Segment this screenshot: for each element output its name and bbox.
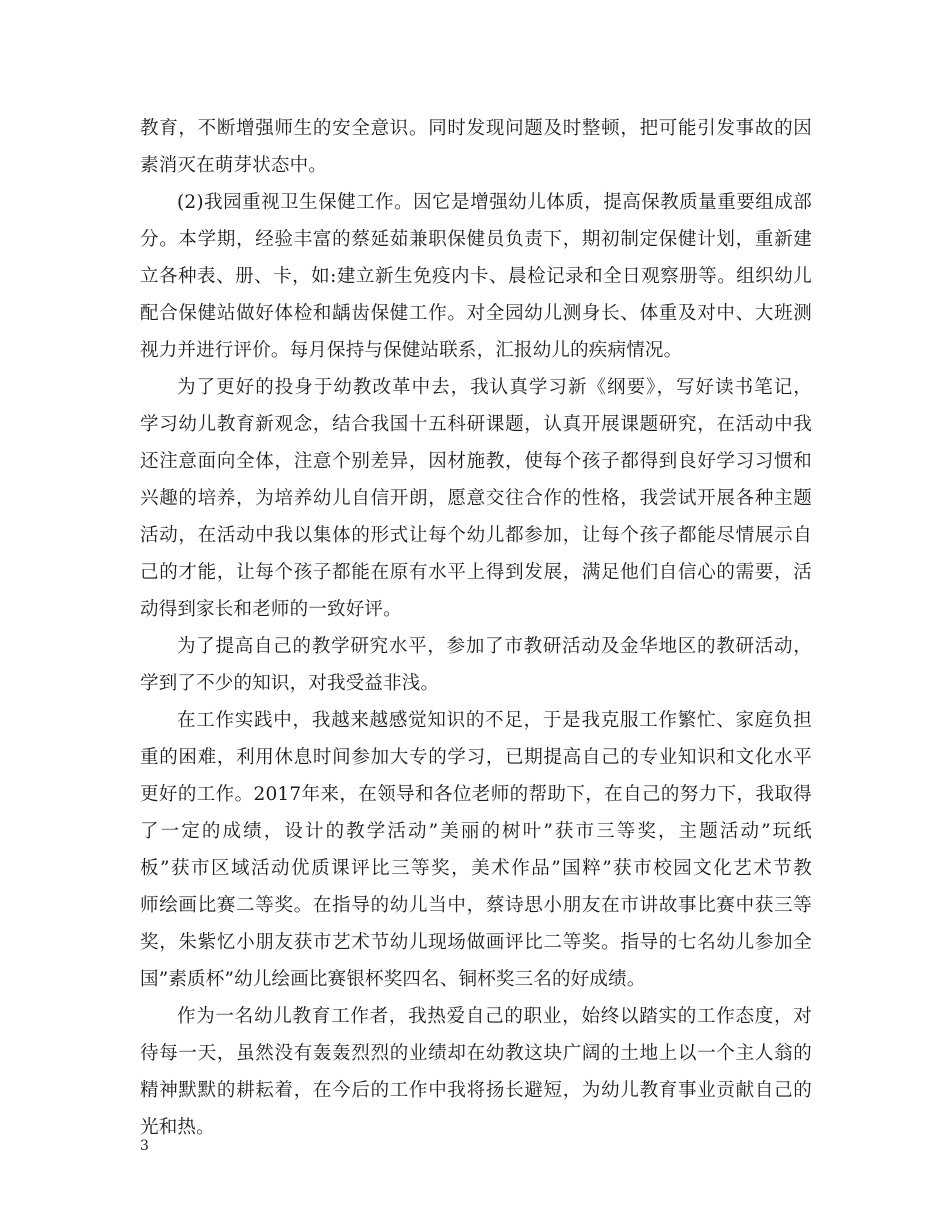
text-line: 国”素质杯”幼儿绘画比赛银杯奖四名、铜杯奖三名的好成绩。 (140, 969, 646, 990)
page-number: 3 (140, 1138, 149, 1154)
text-line: 奖，朱紫忆小朋友获市艺术节幼儿现场做画评比二等奖。指导的七名幼儿参加全 (140, 932, 812, 953)
text-line: 活动，在活动中我以集体的形式让每个幼儿都参加，让每个孩子都能尽情展示自 (140, 525, 812, 546)
document-body (140, 110, 812, 1146)
text-line: 精神默默的耕耘着，在今后的工作中我将扬长避短，为幼儿教育事业贡献自己的 (140, 1080, 812, 1101)
text-line: 为了提高自己的教学研究水平，参加了市教研活动及金华地区的教研活动， (177, 636, 812, 657)
text-line: 素消灭在萌芽状态中。 (140, 155, 328, 176)
text-line: 学习幼儿教育新观念，结合我国十五科研课题，认真开展课题研究，在活动中我 (140, 414, 812, 435)
text-line: 光和热。 (140, 1117, 215, 1138)
text-line: 在工作实践中，我越来越感觉知识的不足，于是我克服工作繁忙、家庭负担 (177, 710, 812, 731)
text-line: 还注意面向全体，注意个别差异，因材施教，使每个孩子都得到良好学习习惯和 (140, 451, 812, 472)
text-line: 重的困难，利用休息时间参加大专的学习，已期提高自己的专业知识和文化水平 (140, 747, 812, 768)
text-line: 待每一天，虽然没有轰轰烈烈的业绩却在幼教这块广阔的土地上以一个主人翁的 (140, 1043, 812, 1064)
text-line: 板”获市区域活动优质课评比三等奖，美术作品”国粹”获市校园文化艺术节教 (140, 858, 812, 879)
text-line: 了一定的成绩，设计的教学活动”美丽的树叶”获市三等奖，主题活动”玩纸 (140, 821, 812, 842)
text-line: 教育，不断增强师生的安全意识。同时发现问题及时整顿，把可能引发事故的因 (140, 118, 812, 139)
text-line: 学到了不少的知识，对我受益非浅。 (140, 673, 440, 694)
text-line: 视力并进行评价。每月保持与保健站联系，汇报幼儿的疾病情况。 (140, 340, 683, 361)
text-line: 配合保健站做好体检和龋齿保健工作。对全园幼儿测身长、体重及对中、大班测 (140, 303, 812, 324)
text-line: 作为一名幼儿教育工作者，我热爱自己的职业，始终以踏实的工作态度，对 (177, 1006, 812, 1027)
text-line: 己的才能，让每个孩子都能在原有水平上得到发展，满足他们自信心的需要，活 (140, 562, 812, 583)
text-line: 立各种表、册、卡，如:建立新生免疫内卡、晨检记录和全日观察册等。组织幼儿 (140, 266, 812, 287)
text-line: 分。本学期，经验丰富的蔡延茹兼职保健员负责下，期初制定保健计划，重新建 (140, 229, 812, 250)
text-line: 动得到家长和老师的一致好评。 (140, 599, 402, 620)
text-line: 更好的工作。2017年来，在领导和各位老师的帮助下，在自己的努力下，我取得 (140, 784, 812, 805)
text-line: 为了更好的投身于幼教改革中去，我认真学习新《纲要》，写好读书笔记， (177, 377, 812, 398)
text-line: (2)我园重视卫生保健工作。因它是增强幼儿体质，提高保教质量重要组成部 (177, 192, 812, 213)
text-line: 师绘画比赛二等奖。在指导的幼儿当中，蔡诗思小朋友在市讲故事比赛中获三等 (140, 895, 812, 916)
text-line: 兴趣的培养，为培养幼儿自信开朗，愿意交往合作的性格，我尝试开展各种主题 (140, 488, 812, 509)
